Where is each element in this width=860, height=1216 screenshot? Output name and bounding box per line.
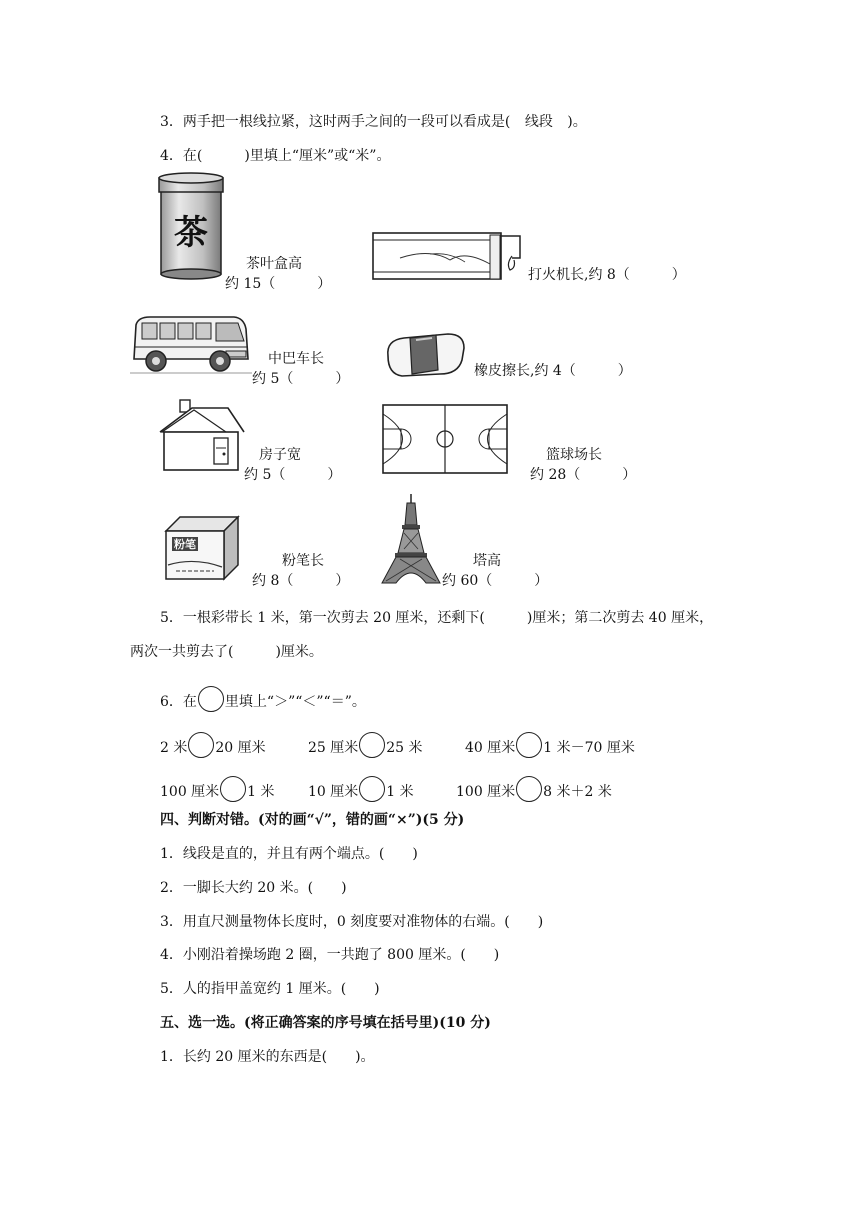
chalk-label: 粉笔长 xyxy=(282,553,324,569)
compare-circle-icon xyxy=(198,686,224,712)
compare-right: 20 厘米 xyxy=(215,740,266,756)
tower-label: 塔高 xyxy=(473,553,501,569)
question-3-answer: 线段 xyxy=(524,114,553,130)
question-5-line1: 5．一根彩带长 1 米，第一次剪去 20 厘米，还剩下( )厘米；第二次剪去 40 厘米， xyxy=(160,610,714,626)
tea-glyph: 茶 xyxy=(174,213,208,253)
compare-left: 10 厘米 xyxy=(308,784,359,800)
court-label: 篮球场长 xyxy=(546,447,602,463)
question-6-pre: 6．在 xyxy=(160,694,197,710)
compare-item xyxy=(160,732,266,758)
chalk-box-text: 粉笔 xyxy=(174,538,196,551)
tea-label: 茶叶盒高 xyxy=(246,256,302,272)
question-6-post: 里填上“＞”“＜”“＝”。 xyxy=(224,694,366,710)
compare-left: 2 米 xyxy=(160,740,188,756)
lighter-image xyxy=(370,228,526,284)
section-4-title: 四、判断对错。(对的画“√”，错的画“×”)(5 分) xyxy=(160,812,465,828)
question-3-text: 3．两手把一根线拉紧，这时两手之间的一段可以看成是( xyxy=(160,114,511,130)
answer-circle[interactable] xyxy=(220,776,246,802)
question-3 xyxy=(160,113,587,131)
basketball-court-image xyxy=(382,404,508,474)
tea-answer: 约 15（ ） xyxy=(225,276,332,292)
compare-item xyxy=(160,776,275,802)
house-image xyxy=(158,398,246,472)
compare-right: 1 米 xyxy=(386,784,414,800)
section-4-item: 2．一脚长大约 20 米。( ) xyxy=(160,880,347,896)
answer-circle[interactable] xyxy=(359,776,385,802)
compare-right: 1 米－70 厘米 xyxy=(543,740,635,756)
question-4: 4．在( )里填上“厘米”或“米”。 xyxy=(160,148,391,164)
compare-item xyxy=(465,732,635,758)
chalk-answer: 约 8（ ） xyxy=(252,573,350,589)
question-6 xyxy=(160,686,366,712)
section-5-item: 1．长约 20 厘米的东西是( )。 xyxy=(160,1049,375,1065)
compare-right: 1 米 xyxy=(247,784,275,800)
question-3-end: )。 xyxy=(567,114,587,130)
bus-label: 中巴车长 xyxy=(268,351,324,367)
chalk-box-image xyxy=(164,515,240,581)
section-4-item: 4．小刚沿着操场跑 2 圈，一共跑了 800 厘米。( ) xyxy=(160,947,500,963)
answer-circle[interactable] xyxy=(359,732,385,758)
house-answer: 约 5（ ） xyxy=(244,467,342,483)
compare-left: 100 厘米 xyxy=(160,784,220,800)
section-4-item: 1．线段是直的，并且有两个端点。( ) xyxy=(160,846,418,862)
section-5-title: 五、选一选。(将正确答案的序号填在括号里)(10 分) xyxy=(160,1015,491,1031)
answer-circle[interactable] xyxy=(188,732,214,758)
section-4-item: 5．人的指甲盖宽约 1 厘米。( ) xyxy=(160,981,380,997)
tower-answer: 约 60（ ） xyxy=(442,573,549,589)
tea-canister-image xyxy=(158,172,224,280)
question-5-line2: 两次一共剪去了( )厘米。 xyxy=(130,644,323,660)
compare-left: 25 厘米 xyxy=(308,740,359,756)
eraser-image xyxy=(382,330,468,380)
compare-left: 40 厘米 xyxy=(465,740,516,756)
compare-item xyxy=(456,776,612,802)
minibus-image xyxy=(130,313,252,377)
compare-right: 8 米＋2 米 xyxy=(543,784,612,800)
house-label: 房子宽 xyxy=(259,447,301,463)
bus-answer: 约 5（ ） xyxy=(252,371,350,387)
section-4-item: 3．用直尺测量物体长度时，0 刻度要对准物体的右端。( ) xyxy=(160,914,544,930)
court-answer: 约 28（ ） xyxy=(530,467,637,483)
compare-item xyxy=(308,776,414,802)
compare-item xyxy=(308,732,423,758)
eraser-label: 橡皮擦长,约 4（ ） xyxy=(474,363,632,379)
tower-image xyxy=(380,493,442,585)
answer-circle[interactable] xyxy=(516,776,542,802)
answer-circle[interactable] xyxy=(516,732,542,758)
compare-left: 100 厘米 xyxy=(456,784,516,800)
lighter-label: 打火机长,约 8（ ） xyxy=(528,267,686,283)
compare-right: 25 米 xyxy=(386,740,423,756)
